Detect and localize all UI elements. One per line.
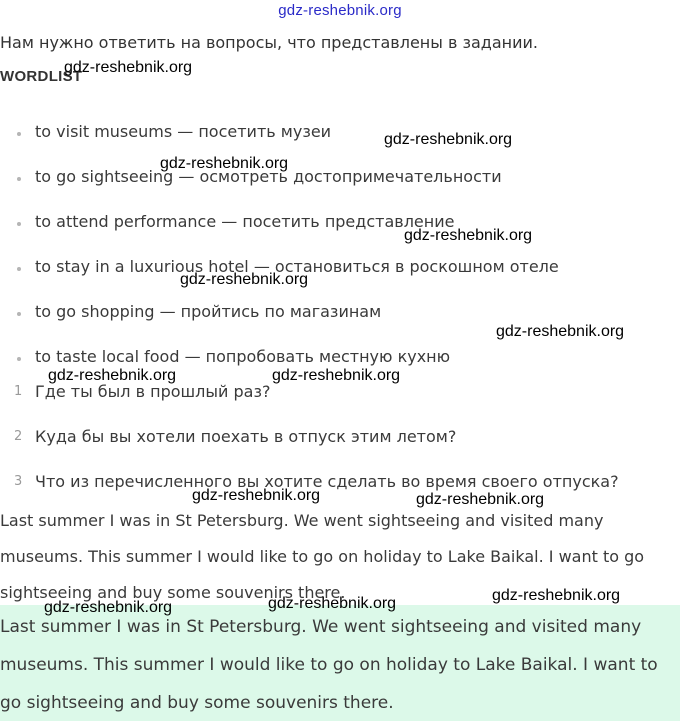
watermark: gdz-reshebnik.org [496,323,625,340]
watermark: gdz-reshebnik.org [268,595,397,612]
question-number: 1 [14,384,23,399]
wordlist-item [0,347,660,369]
watermark: gdz-reshebnik.org [44,599,173,616]
question-item [0,382,660,404]
wordlist-item-text: to stay in a luxurious hotel — остановиться в роскошном отеле [35,257,559,276]
watermark: gdz-reshebnik.org [48,367,177,384]
watermark: gdz-reshebnik.org [404,227,533,244]
wordlist-item-text: to attend performance — посетить представление [35,212,455,231]
bullet-icon [17,132,21,136]
question-text: Куда бы вы хотели поехать в отпуск этим летом? [35,427,457,446]
watermark: gdz-reshebnik.org [192,487,321,504]
wordlist-item-text: to go sightseeing — осмотреть достопримечательности [35,167,502,186]
question-item [0,472,660,494]
answer-highlight-box [0,605,680,721]
wordlist-item-text: to go shopping — пройтись по магазинам [35,302,382,321]
watermark: gdz-reshebnik.org [384,131,513,148]
bullet-icon [17,312,21,316]
wordlist-item [0,302,660,324]
watermark: gdz-reshebnik.org [64,59,193,76]
watermark: gdz-reshebnik.org [180,271,309,288]
intro-text: Нам нужно ответить на вопросы, что представлены в задании. [0,33,538,52]
question-number: 3 [14,474,23,489]
watermark: gdz-reshebnik.org [416,491,545,508]
watermark: gdz-reshebnik.org [160,155,289,172]
question-text: Что из перечисленного вы хотите сделать во время своего отпуска? [35,472,619,491]
watermark: gdz-reshebnik.org [272,367,401,384]
wordlist-item [0,122,660,144]
question-number: 2 [14,429,23,444]
answer-highlight-text: Last summer I was in St Petersburg. We went sightseeing and visited many museums. This summer I would like to go on holiday to Lake Baikal. I want to go sightseeing and buy some souvenirs there. [0,617,658,713]
bullet-icon [17,222,21,226]
question-text: Где ты был в прошлый раз? [35,382,271,401]
wordlist-item-text: to visit museums — посетить музеи [35,122,332,141]
wordlist-item [0,212,660,234]
wordlist-item-text: to taste local food — попробовать местную кухню [35,347,451,366]
site-label: gdz-reshebnik.org [278,2,402,19]
bullet-icon [17,177,21,181]
wordlist-item [0,257,660,279]
question-item [0,427,660,449]
answer-text: Last summer I was in St Petersburg. We went sightseeing and visited many museums. This summer I would like to go on holiday to Lake Baikal. I want to go sightseeing and buy some souvenirs there. [0,511,645,602]
bullet-icon [17,267,21,271]
wordlist-heading: WORDLIST [0,68,83,85]
wordlist-item [0,167,660,189]
watermark: gdz-reshebnik.org [492,587,621,604]
bullet-icon [17,357,21,361]
